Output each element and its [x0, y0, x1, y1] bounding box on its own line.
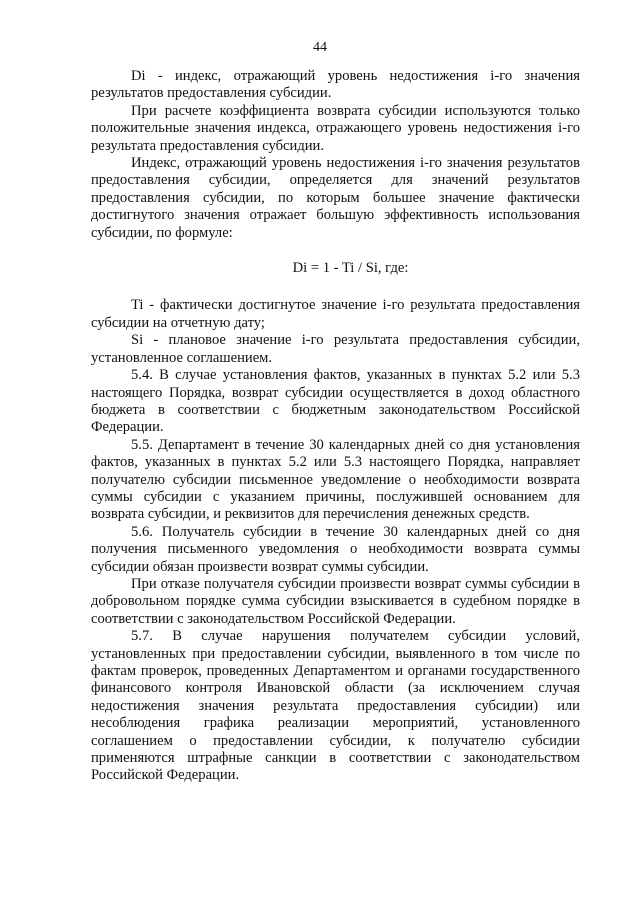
- document-body: [91, 68, 580, 785]
- formula: Di = 1 - Ti / Si, где:: [292, 260, 409, 277]
- paragraph-5-5: 5.5. Департамент в течение 30 календарных дней со дня установления фактов, указанных в пунктах 5.2 или 5.3 настоящего Порядка, направляет получателю субсидии письменное уведомление о необходимости возврата суммы субсидии с указанием причины, послужившей основанием для возврата субсидии, и реквизитов для перечисления денежных средств.: [91, 436, 580, 523]
- paragraph-positive-values: При расчете коэффициента возврата субсидии используются только положительные значения индекса, отражающего уровень недостижения i-го результата предоставления субсидии.: [91, 102, 580, 154]
- paragraph-refusal: При отказе получателя субсидии произвести возврат суммы субсидии в добровольном порядке сумма субсидии взыскивается в судебном порядке в соответствии с законодательством Российской Федерации.: [91, 575, 580, 627]
- paragraph-si-definition: Si - плановое значение i-го результата предоставления субсидии, установленное соглашением.: [91, 332, 580, 366]
- paragraph-5-4: 5.4. В случае установления фактов, указанных в пунктах 5.2 или 5.3 настоящего Порядка, возврат субсидии осуществляется в доход областного бюджета в соответствии с бюджетным законодательством Российской Федерации.: [91, 367, 580, 436]
- paragraph-5-7: 5.7. В случае нарушения получателем субсидии условий, установленных при предоставлении субсидии, выявленного в том числе по фактам проверок, проведенных Департаментом и органами государственного финансового контроля Ивановской области (за исключением случая недостижения значения результата предоставления субсидии) или несоблюдения графика реализации мероприятий, установленного соглашением о предоставлении субсидии, к получателю субсидии применяются штрафные санкции в соответствии с законодательством Российской Федерации.: [91, 628, 580, 784]
- paragraph-index-definition: Индекс, отражающий уровень недостижения i-го значения результатов предоставления субсидии, определяется для значений результатов предоставления субсидии, по которым большее значение фактически достигнутого значения отражает большую эффективность использования субсидии, по формуле:: [91, 155, 580, 241]
- paragraph-ti-definition: Ti - фактически достигнутое значение i-го результата предоставления субсидии на отчетную дату;: [91, 297, 580, 331]
- paragraph-5-6: 5.6. Получатель субсидии в течение 30 календарных дней со дня получения письменного уведомления о необходимости возврата суммы субсидии обязан произвести возврат суммы субсидии.: [91, 523, 580, 575]
- paragraph-di-definition: Di - индекс, отражающий уровень недостижения i-го значения результатов предоставления субсидии.: [91, 68, 580, 102]
- page-number: 44: [313, 40, 327, 55]
